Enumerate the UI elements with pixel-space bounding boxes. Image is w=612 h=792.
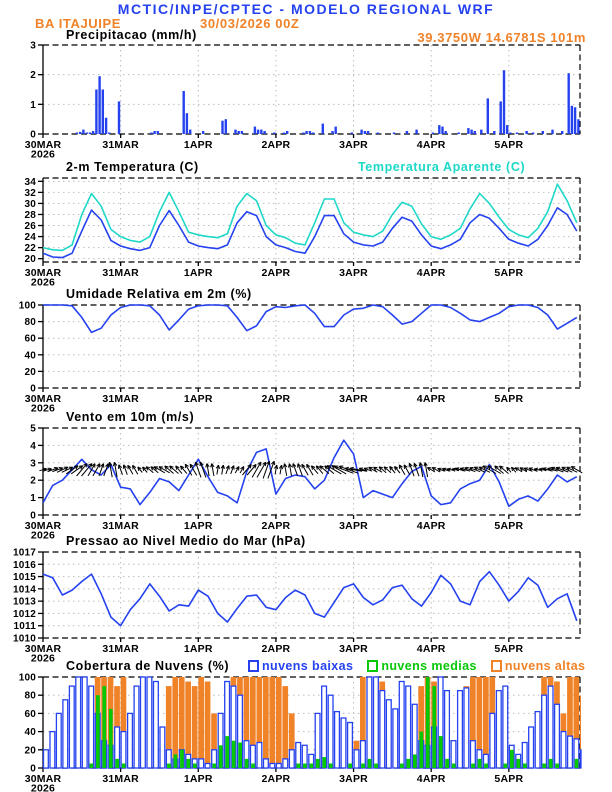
umidade-relativa-panel bbox=[19, 301, 580, 415]
svg-text:2APR: 2APR bbox=[261, 267, 291, 279]
svg-text:2026: 2026 bbox=[30, 529, 56, 542]
svg-text:30MAR: 30MAR bbox=[24, 139, 62, 151]
svg-text:5APR: 5APR bbox=[494, 139, 524, 151]
temperatura-2m-panel bbox=[24, 177, 580, 289]
svg-text:1016: 1016 bbox=[12, 559, 36, 571]
panel-title-pressure: Pressao ao Nivel Medio do Mar (hPa) bbox=[66, 534, 306, 548]
svg-text:1: 1 bbox=[30, 99, 36, 111]
run-datetime: 30/03/2026 00Z bbox=[200, 16, 300, 31]
svg-text:4APR: 4APR bbox=[416, 139, 446, 151]
low-clouds-swatch-icon bbox=[248, 660, 259, 672]
svg-text:0: 0 bbox=[30, 129, 36, 141]
svg-text:1010: 1010 bbox=[12, 633, 36, 645]
svg-text:5APR: 5APR bbox=[494, 393, 524, 405]
svg-text:0: 0 bbox=[30, 383, 36, 395]
high-clouds-swatch-icon bbox=[491, 660, 502, 672]
svg-text:31MAR: 31MAR bbox=[102, 643, 139, 655]
svg-text:30MAR: 30MAR bbox=[24, 643, 62, 655]
legend-high-clouds bbox=[491, 659, 586, 673]
svg-text:1015: 1015 bbox=[12, 572, 36, 584]
svg-text:5APR: 5APR bbox=[494, 773, 524, 785]
svg-text:1APR: 1APR bbox=[183, 520, 213, 532]
svg-text:4APR: 4APR bbox=[416, 267, 446, 279]
vento-10m-panel bbox=[25, 424, 583, 542]
svg-text:2APR: 2APR bbox=[261, 643, 291, 655]
svg-text:80: 80 bbox=[24, 690, 36, 702]
svg-text:30MAR: 30MAR bbox=[24, 773, 62, 785]
svg-text:60: 60 bbox=[24, 708, 36, 720]
svg-text:3APR: 3APR bbox=[339, 393, 368, 405]
svg-text:20: 20 bbox=[24, 366, 36, 378]
precipitacao-panel bbox=[25, 41, 580, 161]
svg-text:2APR: 2APR bbox=[261, 520, 291, 532]
svg-text:30MAR: 30MAR bbox=[24, 393, 62, 405]
svg-text:40: 40 bbox=[24, 727, 36, 739]
svg-text:4APR: 4APR bbox=[416, 773, 446, 785]
legend-mid-clouds bbox=[367, 659, 477, 673]
svg-text:1APR: 1APR bbox=[183, 393, 213, 405]
svg-text:1012: 1012 bbox=[12, 608, 36, 620]
svg-text:80: 80 bbox=[24, 317, 36, 329]
svg-text:31MAR: 31MAR bbox=[102, 773, 139, 785]
panel-title-temperature: 2-m Temperatura (C) bbox=[66, 160, 199, 174]
svg-text:34: 34 bbox=[24, 176, 36, 188]
svg-text:31MAR: 31MAR bbox=[102, 139, 139, 151]
mid-clouds-swatch-icon bbox=[367, 660, 378, 672]
svg-text:26: 26 bbox=[24, 221, 36, 233]
cobertura-nuvens-panel bbox=[19, 673, 581, 792]
svg-text:4APR: 4APR bbox=[416, 393, 446, 405]
svg-text:1014: 1014 bbox=[12, 584, 36, 596]
svg-text:3APR: 3APR bbox=[339, 267, 368, 279]
svg-text:1: 1 bbox=[30, 493, 36, 505]
svg-text:3: 3 bbox=[30, 40, 36, 52]
svg-text:20: 20 bbox=[24, 745, 36, 757]
svg-text:3APR: 3APR bbox=[339, 643, 368, 655]
svg-text:1017: 1017 bbox=[12, 547, 36, 559]
svg-text:0: 0 bbox=[30, 763, 36, 775]
svg-text:3APR: 3APR bbox=[339, 520, 368, 532]
svg-text:100: 100 bbox=[18, 672, 36, 684]
svg-text:28: 28 bbox=[24, 209, 36, 221]
svg-text:5APR: 5APR bbox=[494, 643, 524, 655]
svg-text:2: 2 bbox=[30, 475, 36, 487]
svg-text:2APR: 2APR bbox=[261, 139, 291, 151]
svg-text:1APR: 1APR bbox=[183, 139, 213, 151]
model-title: MCTIC/INPE/CPTEC - MODELO REGIONAL WRF bbox=[117, 1, 495, 17]
svg-text:40: 40 bbox=[24, 350, 36, 362]
legend-mid-clouds-label: nuvens medias bbox=[381, 659, 477, 673]
svg-text:1013: 1013 bbox=[12, 596, 36, 608]
svg-text:60: 60 bbox=[24, 333, 36, 345]
svg-text:2026: 2026 bbox=[30, 782, 56, 792]
svg-text:32: 32 bbox=[24, 187, 36, 199]
svg-text:100: 100 bbox=[18, 300, 36, 312]
svg-text:1APR: 1APR bbox=[183, 773, 213, 785]
cloud-legend bbox=[248, 659, 585, 673]
svg-text:1APR: 1APR bbox=[183, 643, 213, 655]
svg-text:3APR: 3APR bbox=[339, 773, 368, 785]
svg-text:31MAR: 31MAR bbox=[102, 393, 139, 405]
panel-title-humidity: Umidade Relativa em 2m (%) bbox=[66, 287, 252, 301]
svg-text:0: 0 bbox=[30, 510, 36, 522]
svg-text:2APR: 2APR bbox=[261, 393, 291, 405]
svg-text:2: 2 bbox=[30, 70, 36, 82]
svg-text:3APR: 3APR bbox=[339, 139, 368, 151]
legend-high-clouds-label: nuvens altas bbox=[504, 659, 586, 673]
svg-text:5APR: 5APR bbox=[494, 520, 524, 532]
svg-text:2026: 2026 bbox=[30, 652, 56, 665]
svg-text:30MAR: 30MAR bbox=[24, 520, 62, 532]
svg-text:30: 30 bbox=[24, 198, 36, 210]
svg-text:1APR: 1APR bbox=[183, 267, 213, 279]
station-name: BA ITAJUIPE bbox=[35, 16, 122, 31]
svg-text:31MAR: 31MAR bbox=[102, 267, 139, 279]
svg-text:5APR: 5APR bbox=[494, 267, 524, 279]
station-coordinates: 39.3750W 14.6781S 101m bbox=[417, 30, 586, 45]
svg-text:4APR: 4APR bbox=[416, 520, 446, 532]
svg-text:22: 22 bbox=[24, 243, 36, 255]
panel-title-precipitation: Precipitacao (mm/h) bbox=[66, 28, 197, 42]
svg-text:20: 20 bbox=[24, 254, 36, 266]
svg-text:1011: 1011 bbox=[13, 621, 36, 633]
svg-text:3: 3 bbox=[30, 458, 36, 470]
svg-text:24: 24 bbox=[24, 232, 36, 244]
svg-text:2APR: 2APR bbox=[261, 773, 291, 785]
panel-title-clouds: Cobertura de Nuvens (%) bbox=[66, 659, 230, 673]
legend-low-clouds bbox=[248, 659, 353, 673]
svg-text:5: 5 bbox=[30, 423, 36, 435]
svg-text:2026: 2026 bbox=[30, 276, 56, 289]
svg-text:4: 4 bbox=[30, 440, 36, 452]
svg-text:2026: 2026 bbox=[30, 402, 56, 415]
svg-text:31MAR: 31MAR bbox=[102, 520, 139, 532]
legend-apparent-temperature: Temperatura Aparente (C) bbox=[358, 160, 526, 174]
svg-text:30MAR: 30MAR bbox=[24, 267, 62, 279]
panel-title-wind: Vento em 10m (m/s) bbox=[66, 410, 195, 424]
pressao-nivel-mar-panel bbox=[13, 548, 580, 665]
legend-low-clouds-label: nuvens baixas bbox=[262, 659, 354, 673]
svg-text:4APR: 4APR bbox=[416, 643, 446, 655]
svg-text:2026: 2026 bbox=[30, 148, 56, 161]
